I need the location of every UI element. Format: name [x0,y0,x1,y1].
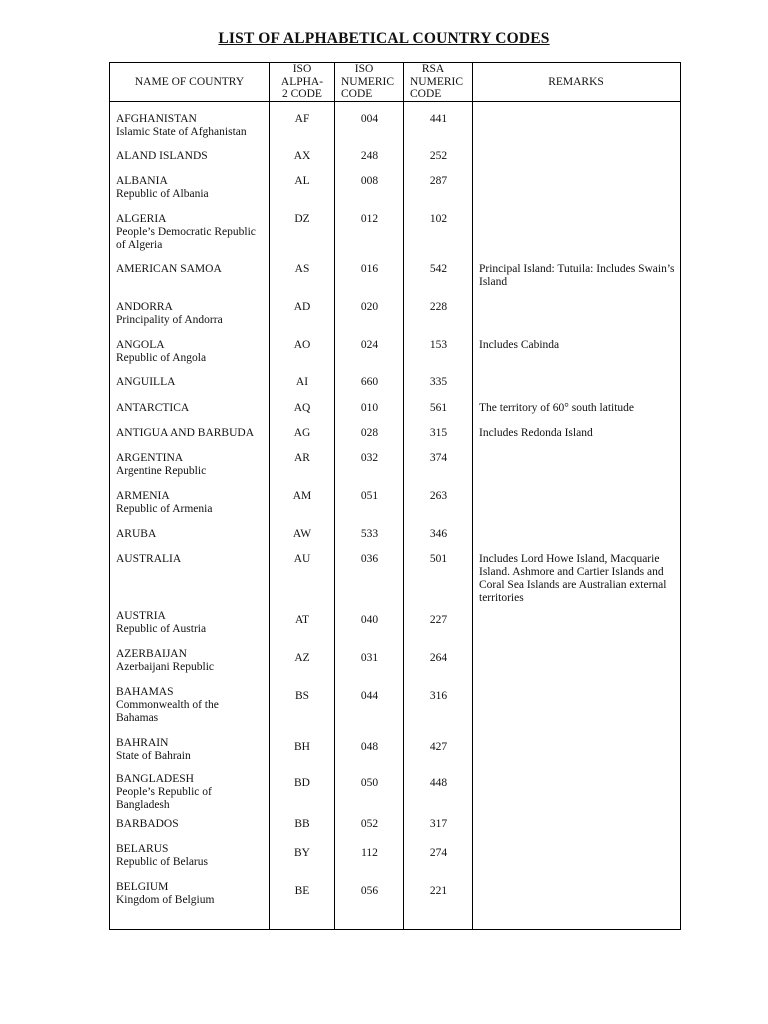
iso-numeric-code: 044 [360,690,379,702]
iso-alpha2-code: AZ [294,652,310,664]
country-official-name: Republic of Angola [116,352,207,364]
country-official-name: Republic of Albania [116,188,209,200]
country-name: AFGHANISTAN [116,113,197,125]
iso-alpha2-code: AL [294,175,310,187]
country-official-name: Azerbaijani Republic [116,661,215,673]
rsa-numeric-code: 561 [429,402,448,414]
rsa-numeric-code: 374 [429,452,448,464]
header-line: ISO [354,63,374,76]
country-name-cell [116,113,276,139]
country-name: ANGUILLA [116,376,176,388]
country-name-cell [116,648,276,674]
iso-alpha2-code: BH [294,741,310,753]
iso-alpha2-code: BD [294,777,310,789]
iso-numeric-code: 533 [360,528,379,540]
country-name: AUSTRIA [116,610,166,622]
header-line: NUMERIC [410,75,464,88]
iso-numeric-code: 051 [360,490,379,502]
header-remarks: REMARKS [548,75,604,88]
country-name-cell [116,339,276,365]
rsa-numeric-code: 264 [429,652,448,664]
country-name: ALAND ISLANDS [116,150,208,162]
iso-alpha2-code: BB [294,818,310,830]
iso-alpha2-code: AF [294,113,310,125]
rsa-numeric-code: 316 [429,690,448,702]
country-name-cell [116,402,276,415]
rsa-numeric-code: 263 [429,490,448,502]
rsa-numeric-code: 102 [429,213,448,225]
iso-numeric-code: 012 [360,213,379,225]
iso-alpha2-code: AS [294,263,310,275]
country-name: ANTARCTICA [116,402,190,414]
iso-numeric-code: 040 [360,614,379,626]
country-name: ANDORRA [116,301,173,313]
iso-alpha2-code: BE [294,885,310,897]
country-name-cell [116,528,276,541]
iso-numeric-code: 004 [360,113,379,125]
iso-numeric-code: 112 [361,847,378,859]
rsa-numeric-code: 153 [429,339,448,351]
iso-alpha2-code: AU [293,553,311,565]
rsa-numeric-code: 228 [429,301,448,313]
remarks-cell: Includes Redonda Island [479,427,593,439]
rsa-numeric-code: 227 [429,614,448,626]
iso-alpha2-code: AW [292,528,312,540]
header-line: CODE [341,88,373,101]
iso-alpha2-code: AO [293,339,311,351]
iso-alpha2-code: AI [295,376,309,388]
country-name-cell [116,553,276,566]
country-name: AMERICAN SAMOA [116,263,222,275]
header-iso-alpha [269,63,335,101]
rsa-numeric-code: 448 [429,777,448,789]
country-name-cell [116,301,276,327]
country-official-name: Republic of Armenia [116,503,213,515]
country-name-cell [116,773,276,812]
country-official-name: People’s Republic of Bangladesh [116,786,212,811]
country-name-cell [116,610,276,636]
iso-alpha2-code: BY [294,847,310,859]
iso-alpha2-code: AQ [293,402,311,414]
country-name: ARMENIA [116,490,170,502]
header-line: NUMERIC [341,75,395,88]
country-name: ARUBA [116,528,157,540]
header-line: CODE [410,88,442,101]
rsa-numeric-code: 346 [429,528,448,540]
country-name-cell [116,881,276,907]
header-line: ISO [292,63,312,76]
country-codes-table [109,62,681,930]
country-official-name: State of Bahrain [116,750,191,762]
rsa-numeric-code: 542 [429,263,448,275]
country-name-cell [116,737,276,763]
rsa-numeric-code: 252 [429,150,448,162]
iso-alpha2-code: BS [294,690,310,702]
iso-numeric-code: 660 [360,376,379,388]
header-divider [110,101,680,102]
country-official-name: Commonwealth of the Bahamas [116,699,219,724]
iso-numeric-code: 032 [360,452,379,464]
rsa-numeric-code: 317 [429,818,448,830]
remarks-cell: Includes Lord Howe Island, Macquarie Island. Ashmore and Cartier Islands and Coral Sea Islands are Australian external territories [479,553,667,604]
country-name: BAHAMAS [116,686,174,698]
page-title: LIST OF ALPHABETICAL COUNTRY CODES [218,30,550,47]
iso-alpha2-code: AG [293,427,311,439]
iso-alpha2-code: AM [292,490,312,502]
iso-numeric-code: 056 [360,885,379,897]
iso-alpha2-code: DZ [294,213,310,225]
country-name: BELGIUM [116,881,169,893]
iso-numeric-code: 010 [360,402,379,414]
rsa-numeric-code: 441 [429,113,448,125]
remarks-cell: Principal Island: Tutuila: Includes Swain’s Island [479,263,675,288]
iso-numeric-code: 008 [360,175,379,187]
country-name-cell [116,490,276,516]
iso-numeric-code: 020 [360,301,379,313]
country-name: ANGOLA [116,339,165,351]
country-official-name: Republic of Belarus [116,856,208,868]
header-rsa-numeric [404,63,473,101]
country-name: AZERBAIJAN [116,648,187,660]
country-official-name: People’s Democratic Republic of Algeria [116,226,256,251]
country-name-cell [116,843,276,869]
country-official-name: Republic of Austria [116,623,207,635]
iso-numeric-code: 024 [360,339,379,351]
country-name-cell [116,150,276,163]
header-name: NAME OF COUNTRY [134,75,245,88]
iso-numeric-code: 016 [360,263,379,275]
country-name: ANTIGUA AND BARBUDA [116,427,255,439]
country-name: ALBANIA [116,175,168,187]
iso-alpha2-code: AD [293,301,311,313]
iso-numeric-code: 052 [360,818,379,830]
country-official-name: Argentine Republic [116,465,207,477]
iso-alpha2-code: AR [294,452,310,464]
rsa-numeric-code: 427 [429,741,448,753]
country-name-cell [116,263,276,276]
rsa-numeric-code: 221 [429,885,448,897]
iso-numeric-code: 031 [360,652,379,664]
iso-alpha2-code: AT [294,614,310,626]
iso-numeric-code: 036 [360,553,379,565]
rsa-numeric-code: 287 [429,175,448,187]
country-name-cell [116,686,276,725]
country-name: BANGLADESH [116,773,194,785]
iso-alpha2-code: AX [293,150,311,162]
iso-numeric-code: 048 [360,741,379,753]
country-official-name: Principality of Andorra [116,314,223,326]
country-name: BAHRAIN [116,737,169,749]
header-line: RSA [421,63,445,76]
country-official-name: Kingdom of Belgium [116,894,215,906]
header-iso-numeric [335,63,404,101]
country-name-cell [116,175,276,201]
country-name: ALGERIA [116,213,167,225]
iso-numeric-code: 050 [360,777,379,789]
header-line: ALPHA- [280,75,324,88]
remarks-cell: Includes Cabinda [479,339,560,351]
country-name-cell [116,427,276,440]
country-name-cell [116,818,276,831]
country-name-cell [116,452,276,478]
rsa-numeric-code: 335 [429,376,448,388]
rsa-numeric-code: 274 [429,847,448,859]
country-name: ARGENTINA [116,452,184,464]
iso-numeric-code: 028 [360,427,379,439]
iso-numeric-code: 248 [360,150,379,162]
rsa-numeric-code: 501 [429,553,448,565]
country-official-name: Islamic State of Afghanistan [116,126,247,138]
remarks-cell: The territory of 60° south latitude [479,402,635,414]
header-line: 2 CODE [282,88,322,101]
country-name-cell [116,213,276,252]
rsa-numeric-code: 315 [429,427,448,439]
country-name: BELARUS [116,843,169,855]
country-name-cell [116,376,276,389]
country-name: AUSTRALIA [116,553,182,565]
country-name: BARBADOS [116,818,179,830]
